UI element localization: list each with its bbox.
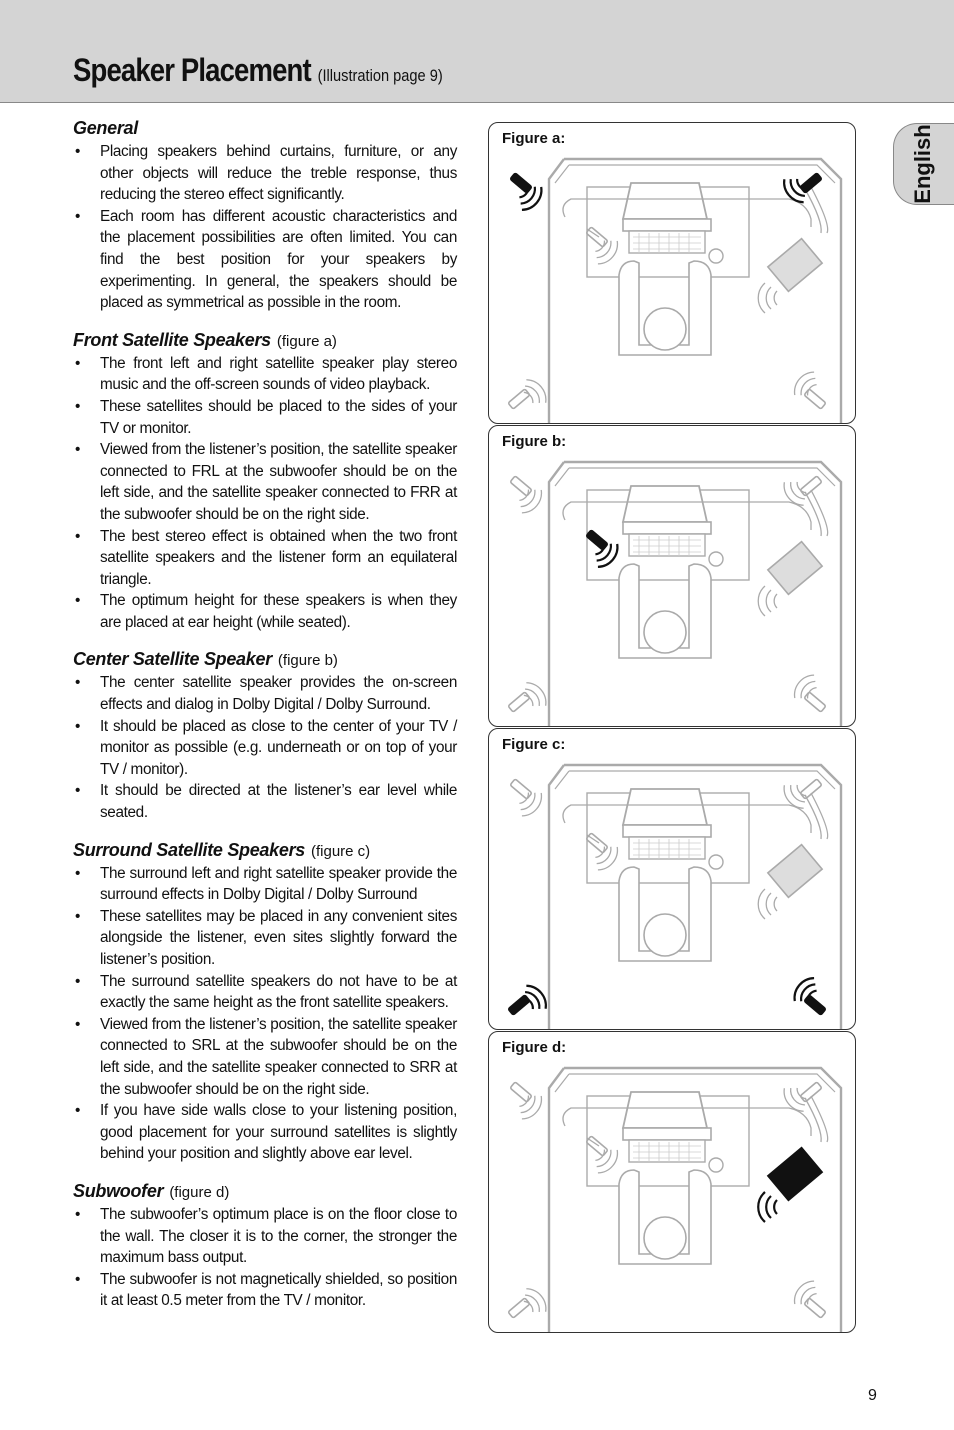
bullet-item: • These satellites should be placed to the sides of your TV or monitor. [73,396,457,439]
section [73,649,457,823]
figure-reference: (figure d) [169,1183,230,1201]
subwoofer [768,845,822,898]
title-subtitle: (Illustration page 9) [317,66,443,85]
surround-right-speaker [790,368,837,414]
center-speaker [576,1131,623,1177]
figure-reference: (figure b) [277,652,338,670]
bullet-item: • It should be placed as close to the center of your TV / monitor as possible (e.g. underneath or on top of your TV / monitor). [73,716,457,781]
page-number: 9 [868,1387,877,1404]
bullet-item: • The surround satellite speakers do not have to be at exactly the same height as the front satellite speakers. [73,971,457,1014]
section-heading-text: Surround Satellite Speakers [73,839,305,860]
figure-label: Figure d: [502,1039,567,1056]
front-left-speaker [500,1077,547,1123]
surround-right-speaker [790,671,837,717]
front-left-speaker [500,168,547,214]
subwoofer [768,542,822,595]
bullet-item: • The front left and right satellite speaker play stereo music and the off-screen sounds of video playback. [73,353,457,396]
title-text: Speaker Placement [73,52,311,88]
section-heading-text: Front Satellite Speakers [73,329,271,350]
room-diagram [489,1032,855,1332]
figure-label: Figure c: [502,736,566,753]
subwoofer [768,239,822,292]
front-left-speaker [500,774,547,820]
language-tab-label: English [910,124,935,204]
bullet-item: • The subwoofer is not magnetically shielded, so position it at least 0.5 meter from the TV / monitor. [73,1269,457,1312]
section-heading [73,1181,457,1202]
center-speaker [576,222,623,268]
bullet-item: • Viewed from the listener’s position, the satellite speaker connected to FRL at the subwoofer should be on the left side, and the satellite speaker connected to FRR at the subwoofer should be on the right side. [73,439,457,525]
surround-left-speaker [504,981,551,1027]
figure-reference: (figure c) [310,842,371,860]
bullet-item: • Viewed from the listener’s position, the satellite speaker connected to SRL at the subwoofer should be on the left side, and the satellite speaker connected to SRR at the subwoofer should be on the right side. [73,1014,457,1100]
room-diagram [489,426,855,726]
bullet-list [73,1204,457,1312]
front-left-speaker [500,471,547,517]
room-diagram [489,123,855,423]
surround-left-speaker [504,678,551,724]
bullet-item: • The optimum height for these speakers is when they are placed at ear height (while seated). [73,590,457,633]
section-heading [73,330,457,351]
figure-label: Figure b: [502,433,567,450]
section [73,1181,457,1312]
figure-panel [488,1031,856,1333]
bullet-item: • These satellites may be placed in any convenient sites alongside the listener, even sites slightly forward the listener’s position. [73,906,457,971]
subwoofer [768,1148,822,1201]
section [73,330,457,634]
figure-panel [488,425,856,727]
bullet-item: • Each room has different acoustic characteristics and the placement possibilities are often limited. You can find the best position for your speakers by experimenting. In general, the speakers should be placed as symmetrical as possible in the room. [73,206,457,314]
figure-panel [488,122,856,424]
bullet-list [73,141,457,314]
language-tab [893,123,954,205]
bullet-list [73,672,457,823]
section-heading [73,840,457,861]
bullet-item: • The best stereo effect is obtained when the two front satellite speakers and the listener form an equilateral triangle. [73,526,457,591]
bullet-list [73,353,457,634]
bullet-item: • It should be directed at the listener’s ear level while seated. [73,780,457,823]
figure-reference: (figure a) [276,332,337,350]
room-diagram [489,729,855,1029]
center-speaker [576,525,623,571]
section-heading-text: Center Satellite Speaker [73,649,272,670]
center-speaker [576,828,623,874]
figure-panel [488,728,856,1030]
bullet-item: • Placing speakers behind curtains, furniture, or any other objects will reduce the treble response, thus reducing the stereo effect significantly. [73,141,457,206]
bullet-item: • The center satellite speaker provides the on-screen effects and dialog in Dolby Digital / Dolby Surround. [73,672,457,715]
text-column [73,118,457,1328]
bullet-list [73,863,457,1165]
surround-right-speaker [790,1277,837,1323]
surround-right-speaker [790,974,837,1020]
section [73,118,457,314]
bullet-item: • If you have side walls close to your listening position, good placement for your surround satellites is slightly behind your position and slightly above ear level. [73,1100,457,1165]
page-header [0,0,954,103]
section-heading-text: Subwoofer [73,1180,164,1201]
section [73,840,457,1165]
figures-column [488,122,856,1334]
section-heading [73,118,457,139]
section-heading-text: General [73,118,138,138]
page-title [73,52,443,89]
bullet-item: • The subwoofer’s optimum place is on the floor close to the wall. The closer it is to the corner, the stronger the maximum bass output. [73,1204,457,1269]
surround-left-speaker [504,1284,551,1330]
figure-label: Figure a: [502,130,566,147]
bullet-item: • The surround left and right satellite speaker provide the surround effects in Dolby Digital / Dolby Surround [73,863,457,906]
surround-left-speaker [504,375,551,421]
section-heading [73,649,457,670]
